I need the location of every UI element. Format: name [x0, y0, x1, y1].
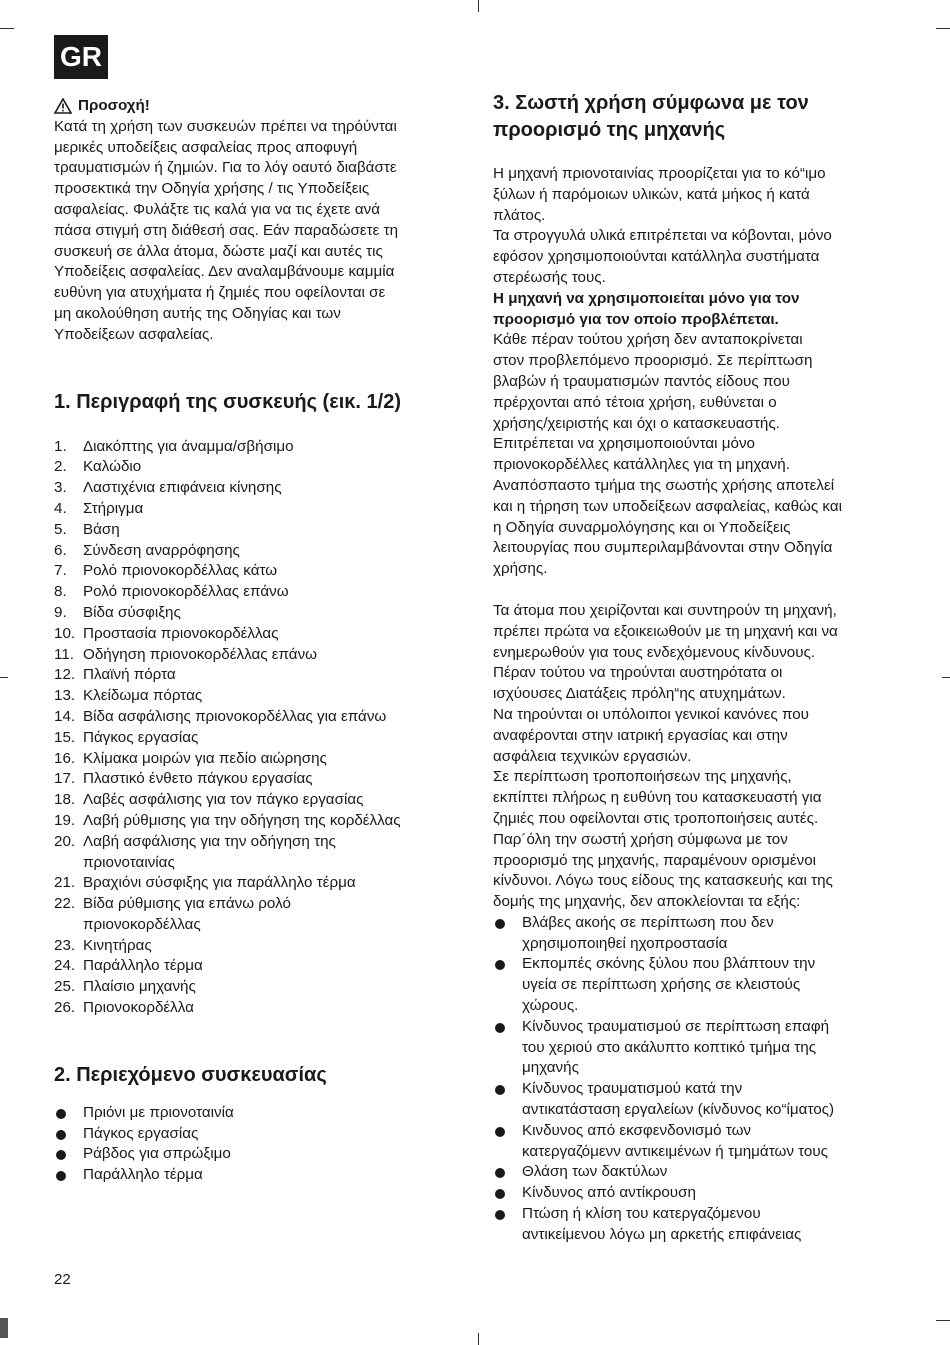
text-line: Τα άτομα που χειρίζονται και συντηρούν τη μηχανή,	[493, 601, 837, 619]
bullet-dot-icon	[56, 1150, 66, 1160]
bullet-text: Κίνδυνος τραυματισμού σε περίπτωση επαφή	[522, 1017, 830, 1035]
bullet-text: μηχανής	[522, 1059, 579, 1077]
text-line: εκπίπτει πλήρως η ευθύνη του κατασκευαστή για	[493, 789, 822, 807]
parts-list-item	[54, 707, 464, 728]
text-line: Να τηρούνται οι υπόλοιποι γενικοί κανόνες που	[493, 705, 809, 723]
parts-list-item	[54, 769, 464, 790]
parts-list-item	[54, 956, 464, 977]
parts-list-item	[54, 977, 464, 998]
section3-heading-line: 3. Σωστή χρήση σύμφωνα με τον	[493, 92, 809, 114]
warning-line: ασφαλείας. Φυλάξτε τις καλά για να τις έχετε ανά	[54, 200, 381, 218]
parts-list-item	[54, 541, 464, 562]
warning-triangle-icon	[54, 98, 72, 114]
item-label: Σύνδεση αναρρόφησης	[83, 541, 240, 559]
bullet-text: χώρους.	[522, 997, 579, 1015]
item-number: 8.	[54, 583, 67, 601]
item-label: Κλείδωμα πόρτας	[83, 687, 203, 705]
item-label: Ρολό πριονοκορδέλλας κάτω	[83, 562, 278, 580]
bullet-item	[493, 913, 913, 955]
parts-list-item	[54, 873, 464, 894]
item-label: Παράλληλο τέρμα	[83, 957, 203, 975]
language-badge: GR	[54, 35, 108, 79]
item-label: Πριονοκορδέλλα	[83, 999, 194, 1017]
text-line: πρέρχονται από τέτοια χρήση, ευθύνεται ο	[493, 393, 777, 411]
bullet-dot-icon	[495, 1168, 505, 1178]
item-label: Βίδα σύσφιξης	[83, 603, 181, 621]
warning-line: μη ακολούθηση αυτής της Οδηγίας και των	[54, 304, 341, 322]
item-number: 2.	[54, 458, 67, 476]
bullet-text: κατεργαζόμενν αντικειμένων ή τμημάτων τους	[522, 1142, 829, 1160]
item-label: Λαβές ασφάλισης για τον πάγκο εργασίας	[83, 791, 364, 809]
warning-line: τραυματισμών ή ζημιών. Για το λόγ οαυτό διαβάστε	[54, 159, 397, 177]
text-line: ισχύουσες Διατάξεις πρόλη“ης ατυχημάτων.	[493, 685, 786, 703]
item-label: Κλίμακα μοιρών για πεδίο αιώρησης	[83, 749, 327, 767]
item-label: Βάση	[83, 520, 120, 538]
parts-list-item	[54, 811, 464, 832]
text-line: αναφέρονται στην ιατρική εργασίας και στην	[493, 726, 788, 744]
bullet-item	[54, 1103, 464, 1124]
item-label: Πλαστικό ένθετο πάγκου εργασίας	[83, 770, 313, 788]
bullet-dot-icon	[495, 1127, 505, 1137]
text-line: ενημερωθούν για τους ενδεχόμενους κίνδυνους.	[493, 643, 816, 661]
text-line: Η μηχανή πριονοταινίας προορίζεται για το κό“ιμο	[493, 165, 826, 182]
bullet-dot-icon	[495, 919, 505, 929]
text-line: ασφάλεια τεχνικών εργασιών.	[493, 747, 692, 765]
warning-line: προσεκτικά την Οδηγία χρήσης / τις Υποδείξεις	[54, 180, 370, 198]
section3-heading	[493, 90, 913, 144]
warning-text	[54, 117, 464, 346]
bullet-text: Ράβδος για σπρώξιμο	[83, 1145, 231, 1163]
bullet-dot-icon	[56, 1171, 66, 1181]
item-label: Πάγκος εργασίας	[83, 728, 199, 746]
parts-list-item	[54, 603, 464, 624]
text-line: στερέωσής τους.	[493, 268, 606, 286]
parts-list-item	[54, 437, 464, 458]
right-column	[493, 90, 913, 1246]
text-line: βλαβών ή τραυματισμών παντός είδους που	[493, 372, 790, 390]
parts-list-item	[54, 832, 464, 874]
parts-list-item	[54, 728, 464, 749]
bullet-item	[54, 1124, 464, 1145]
item-number: 22.	[54, 895, 76, 913]
bullet-text: Κίνδυνος τραυματισμού κατά την	[522, 1080, 743, 1098]
text-line: εφόσον χρησιμοποιούνται κατάλληλα συστήματα	[493, 248, 820, 266]
item-label: Διακόπτης για άναμμα/σβήσιμο	[83, 437, 294, 455]
bullet-item	[54, 1144, 464, 1165]
bullet-item	[54, 1165, 464, 1186]
parts-list-item	[54, 749, 464, 770]
text-line: πρέπει πρώτα να εξοικειωθούν με τη μηχανή και να	[493, 622, 838, 640]
item-number: 1.	[54, 437, 67, 455]
bullet-item	[493, 1121, 913, 1163]
crop-mark-right-mid	[942, 677, 950, 678]
bullet-text: Παράλληλο τέρμα	[83, 1166, 203, 1184]
bullet-text: υγεία σε περίπτωση χρήσης σε κλειστούς	[522, 976, 801, 994]
text-line: χρήσης.	[493, 560, 548, 578]
warning-line: ευθύνη για ατυχήματα ή ζημιές που οφείλονται σε	[54, 284, 386, 302]
package-contents-list	[54, 1103, 464, 1186]
warning-line: Υποδείξεων ασφαλείας.	[54, 325, 214, 343]
item-number: 17.	[54, 770, 76, 788]
item-label: Βραχιόνι σύσφιξης για παράλληλο τέρμα	[83, 874, 356, 892]
bullet-item	[493, 1162, 913, 1183]
bullet-text: Κινδυνος από εκσφενδονισμό των	[522, 1121, 752, 1139]
left-column	[54, 96, 464, 1186]
warning-line: Υποδείξεις ασφαλείας. Δεν αναλαμβάνουμε καμμία	[54, 263, 395, 281]
item-label: Καλώδιο	[83, 458, 142, 476]
warning-line: μερικές υποδείξεις ασφαλείας προς αποφυγή	[54, 138, 358, 156]
text-line: Κάθε πέραν τούτου χρήση δεν ανταποκρίνεται	[493, 331, 803, 349]
bullet-text: αντικείμενου λόγω μη αρκετής επιφάνειας	[522, 1225, 802, 1243]
intended-use-paragraph	[493, 164, 913, 289]
item-number: 7.	[54, 562, 67, 580]
text-line: Τα στρογγυλά υλικά επιτρέπεται να κόβονται, μόνο	[493, 227, 832, 245]
item-label: Πλαίσιο μηχανής	[83, 978, 196, 996]
bullet-text: Θλάση των δακτύλων	[522, 1163, 668, 1181]
bullet-item	[493, 954, 913, 1016]
bullet-dot-icon	[56, 1109, 66, 1119]
crop-mark-bottom-right	[936, 1320, 950, 1321]
item-number: 25.	[54, 978, 76, 996]
text-line: Η μηχανή να χρησιμοποιείται μόνο για τον	[493, 289, 800, 307]
bullet-text: Πτώση ή κλίση του κατεργαζόμενου	[522, 1205, 761, 1223]
operators-paragraph	[493, 601, 913, 913]
text-line: προορισμό της μηχανής, παραμένουν ορισμένοι	[493, 851, 817, 869]
text-line: χρήσης/χειριστής και όχι ο κατασκευαστής.	[493, 414, 780, 432]
bullet-text: Πάγκος εργασίας	[83, 1124, 199, 1142]
text-line: κίνδυνοι. Λόγω τους είδους της κατασκευής και της	[493, 872, 833, 890]
parts-list-item	[54, 998, 464, 1019]
item-number: 16.	[54, 749, 76, 767]
item-number: 13.	[54, 687, 76, 705]
parts-list-item	[54, 894, 464, 936]
item-label: Οδήγηση πριονοκορδέλλας επάνω	[83, 645, 318, 663]
parts-list-item	[54, 457, 464, 478]
bullet-text: Πριόνι με πριονοταινία	[83, 1103, 234, 1121]
parts-list-item	[54, 499, 464, 520]
item-number: 11.	[54, 645, 74, 663]
text-line: Σε περίπτωση τροποποιήσεων της μηχανής,	[493, 768, 792, 786]
edge-mark	[0, 1318, 8, 1338]
text-line: στον προβλεπόμενο προορισμό. Σε περίπτωση	[493, 352, 813, 370]
bullet-text: αντικατάσταση εργαλείων (κίνδυνος κο“ίματος)	[522, 1101, 835, 1119]
item-label: Λαβή ασφάλισης για την οδήγηση της	[83, 832, 336, 850]
text-line: πριονοκορδέλλες κατάλληλες για τη μηχανή.	[493, 456, 790, 474]
text-line: προορισμό για τον οποίο προβλέπεται.	[493, 310, 779, 328]
bullet-dot-icon	[495, 1085, 505, 1095]
bullet-text: χρησιμοποιηθεί ηχοπροστασία	[522, 934, 728, 952]
item-number: 24.	[54, 957, 76, 975]
item-number: 23.	[54, 936, 76, 954]
item-number: 3.	[54, 479, 67, 497]
warning-heading	[54, 96, 464, 117]
crop-mark-top-left	[0, 28, 14, 29]
text-line: και η τήρηση των υποδείξεων ασφαλείας, καθώς και	[493, 497, 842, 515]
intended-use-bold-note	[493, 289, 913, 331]
section2-heading: 2. Περιεχόμενο συσκευασίας	[54, 1063, 327, 1086]
bullet-text: Εκπομπές σκόνης ξύλου που βλάπτουν την	[522, 955, 816, 973]
text-line: ζημιές που οφείλονται στις τροποποιήσεις αυτές.	[493, 809, 819, 827]
page-number: 22	[54, 1271, 71, 1288]
item-label: Κινητήρας	[83, 936, 152, 954]
parts-list-item	[54, 665, 464, 686]
misuse-paragraph	[493, 330, 913, 580]
bullet-dot-icon	[495, 1023, 505, 1033]
item-number: 9.	[54, 603, 67, 621]
item-number: 18.	[54, 791, 76, 809]
item-label: Λαστιχένια επιφάνεια κίνησης	[83, 479, 282, 497]
bullet-item	[493, 1204, 913, 1246]
item-number: 4.	[54, 499, 67, 517]
item-number: 26.	[54, 999, 76, 1017]
parts-list-item	[54, 645, 464, 666]
section1-heading: 1. Περιγραφή της συσκευής (εικ. 1/2)	[54, 390, 401, 413]
bullet-dot-icon	[56, 1130, 66, 1140]
warning-line: Κατά τη χρήση των συσκευών πρέπει να τηρόύνται	[54, 117, 397, 135]
text-line: Επιτρέπεται να χρησιμοποιούνται μόνο	[493, 435, 756, 453]
bullet-item	[493, 1079, 913, 1121]
bullet-text: Βλάβες ακοής σε περίπτωση που δεν	[522, 913, 774, 931]
parts-list-item	[54, 686, 464, 707]
item-label: Βίδα ρύθμισης για επάνω ρολό	[83, 895, 291, 913]
item-number: 20.	[54, 832, 76, 850]
item-label: πριονοκορδέλλας	[83, 915, 201, 933]
text-line: Παρ´όλη την σωστή χρήση σύμφωνα με τον	[493, 830, 788, 848]
item-number: 14.	[54, 707, 76, 725]
item-label: πριονοταινίας	[83, 853, 175, 871]
bullet-dot-icon	[495, 1189, 505, 1199]
warning-title: Προσοχή!	[78, 97, 150, 114]
crop-mark-top-right	[936, 28, 950, 29]
text-line: ξύλων ή παρόμοιων υλικών, κατά μήκος ή κατά	[493, 185, 810, 203]
bullet-dot-icon	[495, 1210, 505, 1220]
item-label: Ρολό πριονοκορδέλλας επάνω	[83, 583, 289, 601]
item-number: 12.	[54, 666, 76, 684]
text-line: πλάτος.	[493, 206, 546, 224]
bullet-text: Κίνδυνος από αντίκρουση	[522, 1184, 696, 1202]
item-number: 5.	[54, 520, 67, 538]
item-number: 15.	[54, 728, 76, 746]
parts-list-item	[54, 478, 464, 499]
text-line: Αναπόσπαστο τμήμα της σωστής χρήσης αποτελεί	[493, 476, 835, 494]
item-number: 19.	[54, 811, 76, 829]
item-label: Πλαϊνή πόρτα	[83, 666, 176, 684]
text-line: δομής της μηχανής, δεν αποκλείονται τα εξής:	[493, 893, 801, 911]
item-label: Βίδα ασφάλισης πριονοκορδέλλας για επάνω	[83, 707, 387, 725]
parts-list-item	[54, 561, 464, 582]
crop-mark-top-center	[478, 0, 479, 12]
item-number: 10.	[54, 624, 76, 642]
parts-list-item	[54, 520, 464, 541]
bullet-dot-icon	[495, 960, 505, 970]
warning-line: συσκευή σε άλλα άτομα, δώστε μαζί και αυτές τις	[54, 242, 383, 260]
crop-mark-bottom-center	[478, 1333, 479, 1345]
parts-list-item	[54, 790, 464, 811]
parts-list-item	[54, 582, 464, 603]
warning-line: πάσα στιγμή στη διάθεσή σας. Εάν παραδώσετε τη	[54, 221, 399, 239]
item-label: Στήριγμα	[83, 499, 144, 517]
parts-list-item	[54, 624, 464, 645]
item-label: Λαβή ρύθμισης για την οδήγηση της κορδέλλας	[83, 811, 401, 829]
item-label: Προστασία πριονοκορδέλλας	[83, 624, 279, 642]
residual-risks-list	[493, 913, 913, 1246]
bullet-item	[493, 1183, 913, 1204]
bullet-text: του χεριού στο ακάλυπτο κοπτικό τμήμα της	[522, 1038, 817, 1056]
parts-list-item	[54, 936, 464, 957]
crop-mark-left-mid	[0, 677, 8, 678]
text-line: Πέραν τούτου να τηρούνται αυστηρότατα οι	[493, 664, 783, 682]
item-number: 6.	[54, 541, 67, 559]
section3-heading-line: προορισμό της μηχανής	[493, 119, 726, 141]
item-number: 21.	[54, 874, 76, 892]
text-line: λειτουργίας που συμπεριλαμβάνονται στην Οδηγία	[493, 539, 833, 557]
bullet-item	[493, 1017, 913, 1079]
text-line: η Οδηγία συναρμολόγησης και οι Υποδείξεις	[493, 518, 791, 536]
parts-list	[54, 437, 464, 1019]
